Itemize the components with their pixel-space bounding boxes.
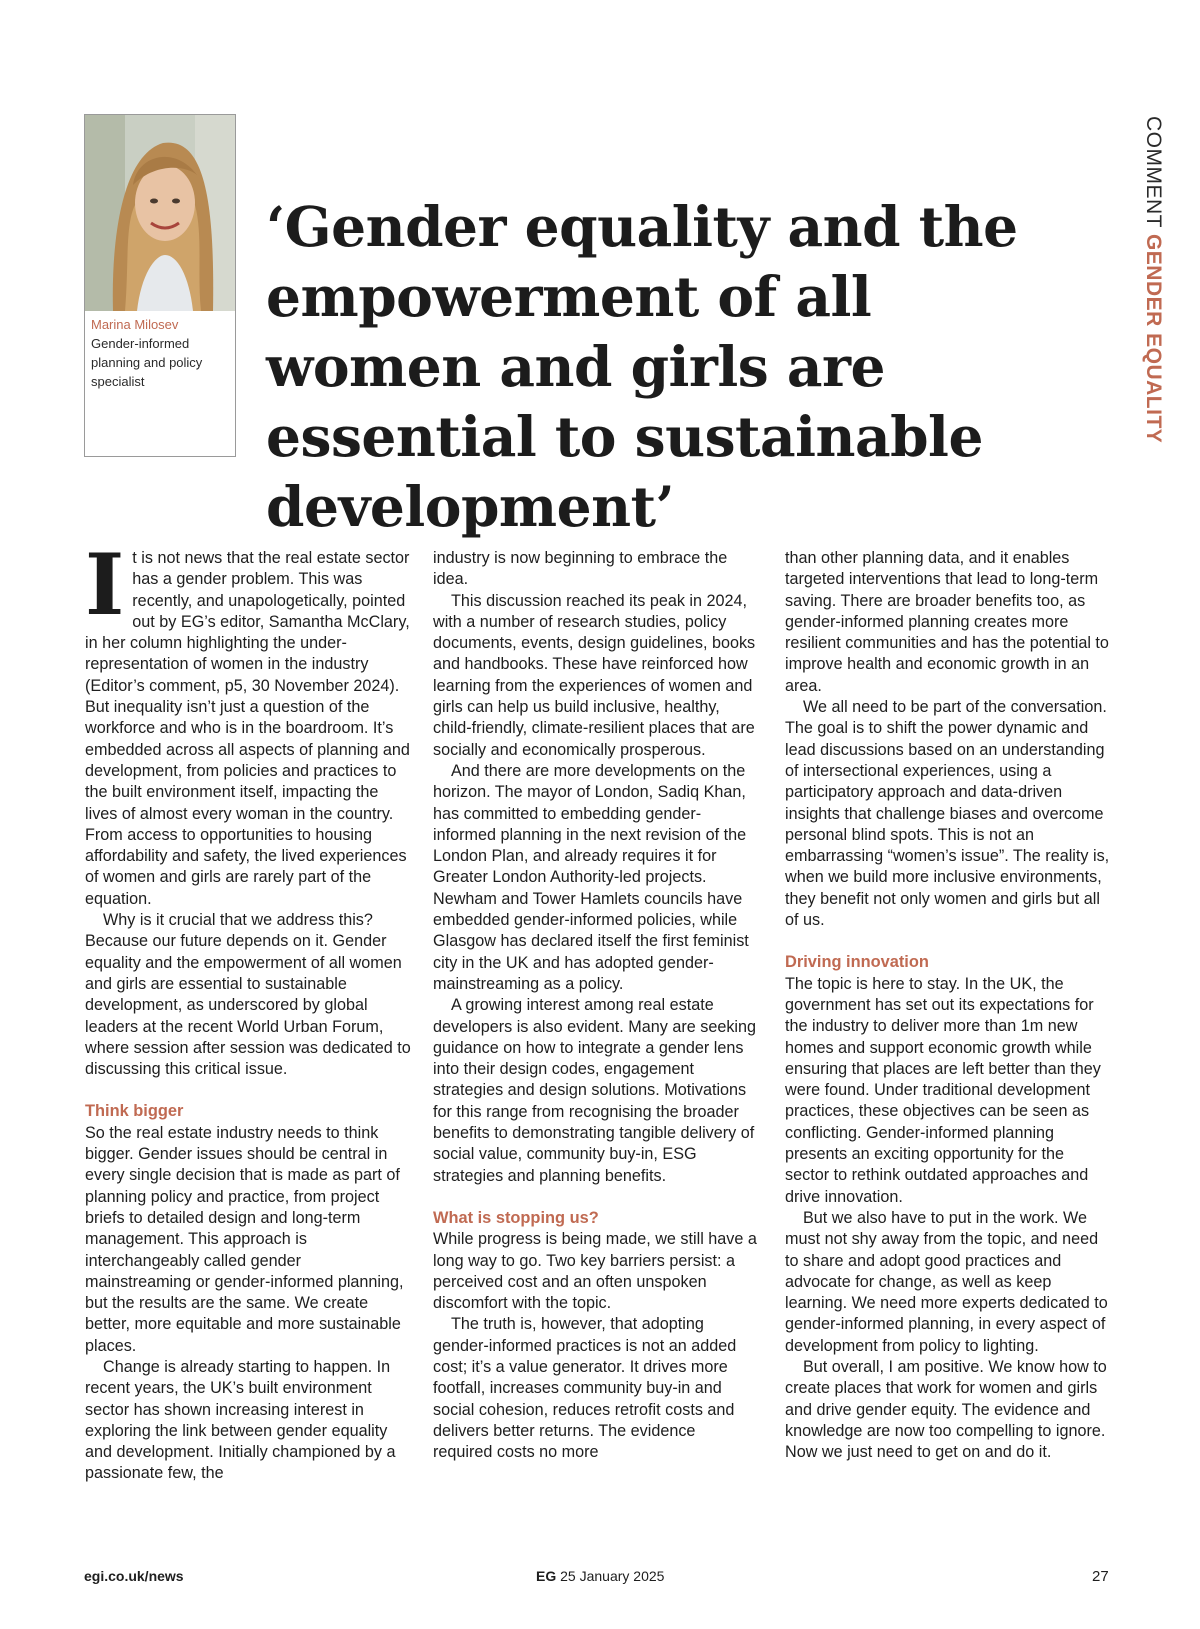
paragraph: Why is it crucial that we address this? Because our future depends on it. Gender equality and the empowerment of all women and girls are essential to sustainable development, as underscored by global leaders at the recent World Urban Forum, where session after session was dedicated to discussing this critical issue. [85, 911, 411, 1079]
paragraph: The topic is here to stay. In the UK, the government has set out its expectations for the industry to deliver more than 1m new homes and support economic growth while ensuring that places are left better than they were found. Under traditional development practices, these objectives can be seen as conflicting. Gender-informed planning presents an exciting opportunity for the sector to rethink outdated approaches and drive innovation. [785, 974, 1101, 1206]
paragraph: than other planning data, and it enables targeted interventions that lead to long-term saving. There are broader benefits too, as gender-informed planning creates more resilient communities and has the potential to improve health and economic growth in an area. [785, 549, 1109, 695]
page-number: 27 [1092, 1568, 1109, 1585]
paragraph: But overall, I am positive. We know how to create places that work for women and girls and drive gender equity. The evidence and knowledge are now too compelling to ignore. Now we just need to get on and do it. [785, 1357, 1107, 1462]
section-label: COMMENT [1142, 116, 1165, 228]
paragraph: A growing interest among real estate developers is also evident. Many are seeking guidance on how to integrate a gender lens into their design codes, engagement strategies and design solutions. Motivations for this range from recognising the broader benefits to demonstrating tangible delivery of social value, community buy-in, ESG strategies and planning benefits. [433, 996, 757, 1185]
footer-url: egi.co.uk/news [84, 1568, 184, 1584]
section-topic: GENDER EQUALITY [1142, 233, 1165, 444]
section-tag [1128, 116, 1178, 446]
paragraph: The truth is, however, that adopting gender-informed practices is not an added cost; it’s a value generator. It drives more footfall, increases community buy-in and social cohesion, reduces retrofit costs and delivers better returns. The evidence required costs no more [433, 1315, 737, 1462]
paragraph: While progress is being made, we still have a long way to go. Two key barriers persist: a perceived cost and an often unspoken discomfort with the topic. [433, 1230, 757, 1313]
paragraph: So the real estate industry needs to think bigger. Gender issues should be central in every single decision that is made as part of planning policy and practice, from project briefs to detailed design and long-term management. This approach is interchangeably called gender mainstreaming or gender-informed planning, but the results are the same. We create better, more equitable and more sustainable places. [85, 1123, 404, 1355]
paragraph: But we also have to put in the work. We must not shy away from the topic, and need to share and adopt good practices and advocate for change, as well as keep learning. We need more experts dedicated to gender-informed planning, in every aspect of development from policy to lighting. [785, 1208, 1108, 1355]
headline: ‘Gender equality and the empowerment of all women and girls are essential to sustainable development’ [266, 194, 1018, 539]
subheading: Driving innovation [785, 953, 929, 972]
issue-date: 25 January 2025 [560, 1568, 665, 1584]
paragraph: And there are more developments on the horizon. The mayor of London, Sadiq Khan, has committed to embedding gender-informed planning in the next revision of the London Plan, and already requires it for Greater London Authority-led projects. Newham and Tower Hamlets councils have embedded gender-informed policies, while Glasgow has declared itself the first feminist city in the UK and has adopted gender-mainstreaming as a policy. [433, 761, 749, 993]
paragraph: It is not news that the real estate sector has a gender problem. This was recently, and unapologetically, pointed out by EG’s editor, Samantha McClary, in her column highlighting the under-representation of women in the industry (Editor’s comment, p5, 30 November 2024). But inequality isn’t just a question of the workforce and who is in the boardroom. It’s embedded across all aspects of planning and development, from policies and practices to the built environment itself, impacting the lives of almost every woman in the country. From access to opportunities to housing affordability and safety, the lived experiences of women and girls are rarely part of the equation. [85, 535, 410, 908]
author-box [84, 114, 236, 457]
article-column-3 [785, 548, 1111, 1463]
author-role: Gender-informed planning and policy specialist [91, 336, 203, 389]
article-column-1 [85, 535, 411, 1485]
publication-name: EG [536, 1568, 557, 1584]
footer-issue [536, 1568, 664, 1584]
paragraph: This discussion reached its peak in 2024, with a number of research studies, policy documents, events, design guidelines, books and handbooks. These have reinforced how learning from the experiences of women and girls can help us build inclusive, healthy, child-friendly, climate-resilient places that are socially and economically prosperous. [433, 591, 756, 759]
paragraph: industry is now beginning to embrace the idea. [433, 549, 728, 589]
author-photo [85, 115, 235, 311]
subheading: What is stopping us? [433, 1208, 599, 1227]
paragraph: Change is already starting to happen. In recent years, the UK’s built environment sector has shown increasing interest in exploring the link between gender equality and development. Initially championed by a passionate few, the [85, 1357, 396, 1483]
author-portrait-image [85, 115, 235, 311]
dropcap: I [85, 535, 125, 634]
article-column-2 [433, 548, 759, 1463]
paragraph: We all need to be part of the conversation. The goal is to shift the power dynamic and lead discussions based on an understanding of intersectional experiences, using a participatory approach and data-driven insights that challenge biases and overcome personal blind spots. This is not an embarrassing “women’s issue”. The reality is, when we build more inclusive environments, they benefit not only women and girls but all of us. [785, 698, 1110, 930]
author-name: Marina Milosev [91, 317, 179, 332]
subheading: Think bigger [85, 1102, 184, 1121]
